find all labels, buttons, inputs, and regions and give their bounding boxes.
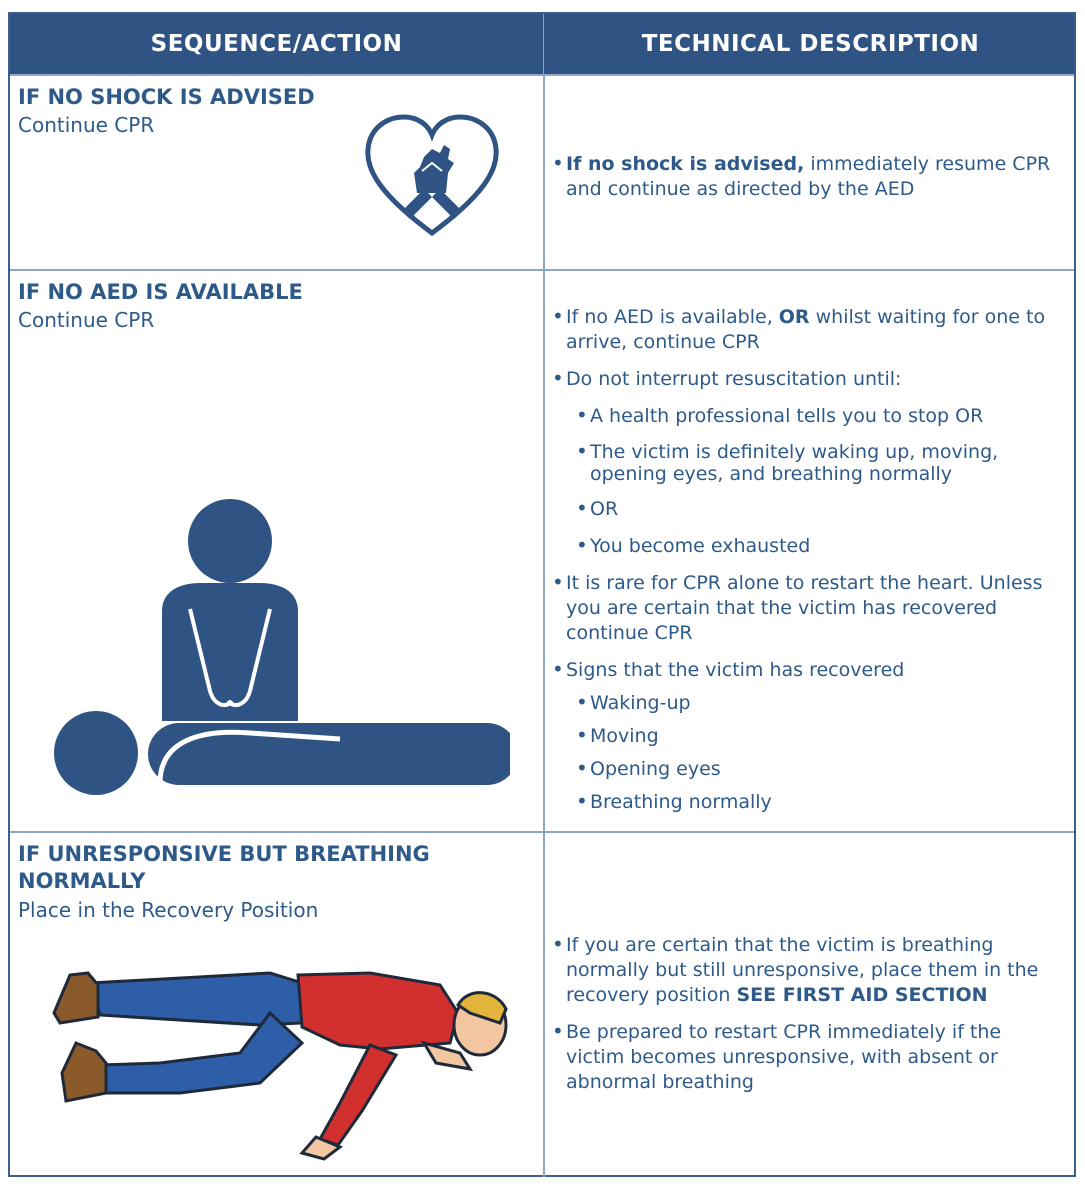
bullet-item: • Be prepared to restart CPR immediately if the victim becomes unresponsive, with absent or abnormal breathing xyxy=(552,1020,1062,1095)
bullet-text: immediately resume CPR and continue as directed by the AED xyxy=(566,153,1051,200)
row-subtitle: Continue CPR xyxy=(18,113,155,137)
bullet-text: whilst waiting for one to arrive, continue CPR xyxy=(566,306,1046,353)
bullet-strong: If no shock is advised, xyxy=(566,153,805,175)
bullet-item: • Moving xyxy=(576,724,1062,749)
bullet-item xyxy=(552,305,1062,355)
row-description xyxy=(552,933,1062,1107)
bullet-item: • A health professional tells you to stop OR xyxy=(576,404,1062,429)
header-sequence-action: SEQUENCE/ACTION xyxy=(150,31,403,57)
bullet-text: If you are certain that the victim is breathing normally but still unresponsive, place them in the recovery position xyxy=(566,934,1039,1006)
bullet-item: • Waking-up xyxy=(576,691,1062,716)
bullet-item: • You become exhausted xyxy=(576,534,1062,559)
heart-hands-icon xyxy=(362,111,502,241)
table-header xyxy=(10,14,1074,74)
row-description xyxy=(552,152,1062,214)
recovery-position-illustration xyxy=(40,953,510,1163)
bullet-item: • It is rare for CPR alone to restart the heart. Unless you are certain that the victim has recovered continue CPR xyxy=(552,571,1062,646)
row-subtitle: Place in the Recovery Position xyxy=(18,898,319,922)
bullet-text: If no AED is available, xyxy=(566,306,779,328)
bullet-strong: SEE FIRST AID SECTION xyxy=(736,984,988,1006)
bullet-item xyxy=(552,933,1062,1008)
cpr-compressions-icon xyxy=(50,491,510,811)
row-title: IF UNRESPONSIVE BUT BREATHING NORMALLY xyxy=(18,842,430,893)
row-title: IF NO SHOCK IS ADVISED xyxy=(18,85,315,109)
row-no-aed xyxy=(10,269,1074,831)
bullet-item: • The victim is definitely waking up, moving, opening eyes, and breathing normally xyxy=(576,441,1062,485)
bullet-strong: OR xyxy=(778,306,810,328)
bullet-item: • OR xyxy=(576,497,1062,522)
bullet-item: • Breathing normally xyxy=(576,790,1062,815)
bullet-item: • Opening eyes xyxy=(576,757,1062,782)
row-no-shock xyxy=(10,74,1074,269)
row-recovery-position xyxy=(10,831,1074,1177)
header-technical-description: TECHNICAL DESCRIPTION xyxy=(543,14,1077,74)
bullet-item: • Do not interrupt resuscitation until: xyxy=(552,367,1062,392)
bullet-item xyxy=(552,152,1062,202)
cpr-instruction-table xyxy=(8,12,1076,1177)
bullet-item: • Signs that the victim has recovered xyxy=(552,658,1062,683)
row-description xyxy=(552,305,1062,823)
row-title: IF NO AED IS AVAILABLE xyxy=(18,280,303,304)
row-subtitle: Continue CPR xyxy=(18,308,155,332)
